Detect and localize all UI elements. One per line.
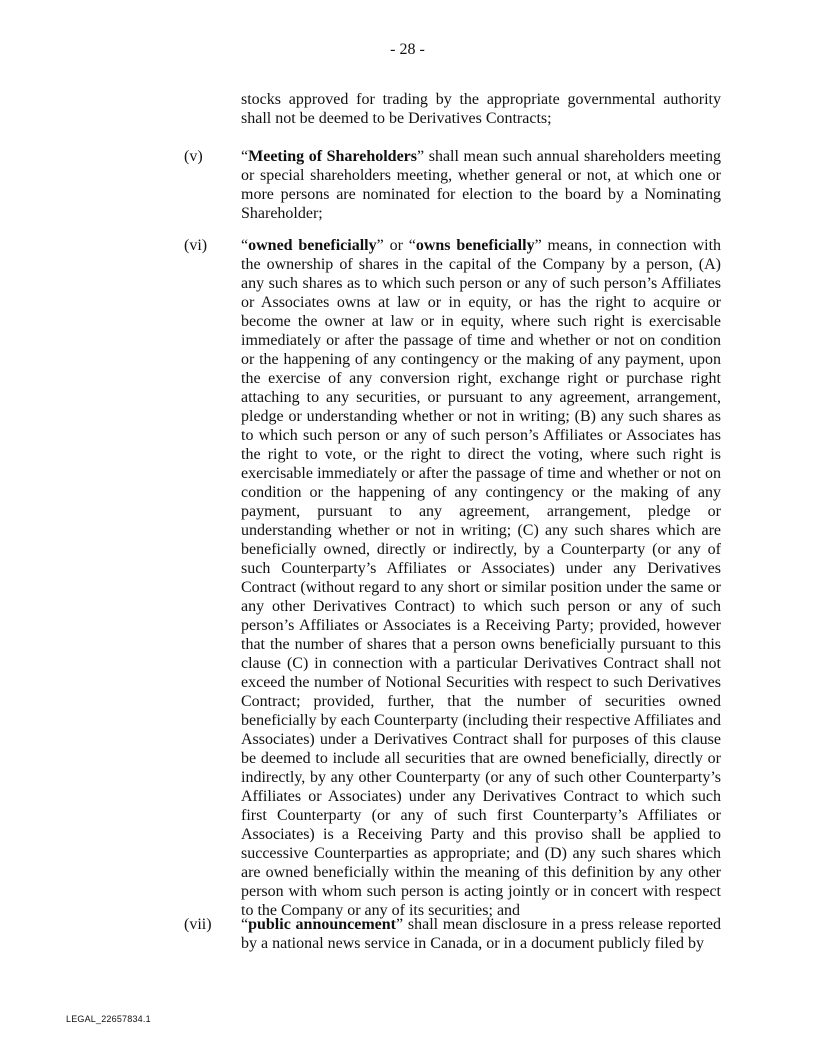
- defined-term: owned beneficially: [248, 237, 377, 254]
- definition-number: (vii): [184, 916, 212, 933]
- term-separator: ” or “: [376, 237, 416, 254]
- definition-item-v: [184, 147, 724, 223]
- definition-number: (v): [184, 148, 203, 165]
- definition-item-vi: [184, 236, 724, 920]
- close-quote: ”: [396, 916, 404, 933]
- close-quote: ”: [417, 148, 425, 165]
- defined-term-alternate: owns beneficially: [415, 237, 535, 254]
- definition-body: [241, 147, 721, 223]
- definition-text: shall mean disclosure in a press release reported by a national news service in Canada, or in a document publicly filed by: [241, 916, 721, 952]
- continuation-paragraph: stocks approved for trading by the appropriate governmental authority shall not be deemed to be Derivatives Contracts;: [241, 91, 721, 127]
- definition-text: means, in connection with the ownership of shares in the capital of the Company by a person, (A) any such shares as to which such person or any of such person’s Affiliates or Associates owns at law or in equity, or has the right to acquire or become the owner at law or in equity, where such right is exercisable immediately or after the passage of time and whether or not on condition or the happening of any contingency or the making of any payment, upon the exercise of any conversion right, exchange right or purchase right attaching to any securities, or pursuant to any agreement, arrangement, pledge or understanding whether or not in writing; (B) any such shares as to which such person or any of such person’s Affiliates or Associates has the right to vote, or the right to direct the voting, where such right is exercisable immediately or after the passage of time and whether or not on condition or the happening of any contingency or the making of any payment, pursuant to any agreement, arrangement, pledge or understanding whether or not in writing; (C) any such shares which are beneficially owned, directly or indirectly, by a Counterparty (or any of such Counterparty’s Affiliates or Associates) under any Derivatives Contract (without regard to any short or similar position under the same or any other Derivatives Contract) to which such person or any of such person’s Affiliates or Associates is a Receiving Party; provided, however that the number of shares that a person owns beneficially pursuant to this clause (C) in connection with a particular Derivatives Contract shall not exceed the number of Notional Securities with respect to such Derivatives Contract; provided, further, that the number of securities owned beneficially by each Counterparty (including their respective Affiliates and Associates) under a Derivatives Contract shall for purposes of this clause be deemed to include all securities that are owned beneficially, directly or indirectly, by any other Counterparty (or any of such other Counterparty’s Affiliates or Associates) under any Derivatives Contract to which such first Counterparty (or any of such first Counterparty’s Affiliates or Associates) is a Receiving Party and this proviso shall be applied to successive Counterparties as appropriate; and (D) any such shares which are owned beneficially within the meaning of this definition by any other person with whom such person is acting jointly or in concert with respect to the Company or any of its securities; and: [241, 237, 722, 919]
- open-quote: “: [241, 916, 249, 933]
- definition-body: [241, 236, 721, 920]
- open-quote: “: [241, 148, 249, 165]
- definition-number: (vi): [184, 237, 208, 254]
- page-number: - 28 -: [390, 41, 425, 58]
- footer-document-id: LEGAL_22657834.1: [66, 1014, 151, 1024]
- defined-term: public announcement: [248, 916, 396, 933]
- definition-body: [241, 915, 721, 953]
- open-quote: “: [241, 237, 249, 254]
- defined-term: Meeting of Shareholders: [248, 148, 418, 165]
- definition-text: shall mean such annual shareholders meeting or special shareholders meeting, whether general or not, at which one or more persons are nominated for election to the board by a Nominating Shareholder;: [241, 148, 721, 222]
- close-quote: ”: [534, 237, 542, 254]
- definition-item-vii: [184, 915, 724, 953]
